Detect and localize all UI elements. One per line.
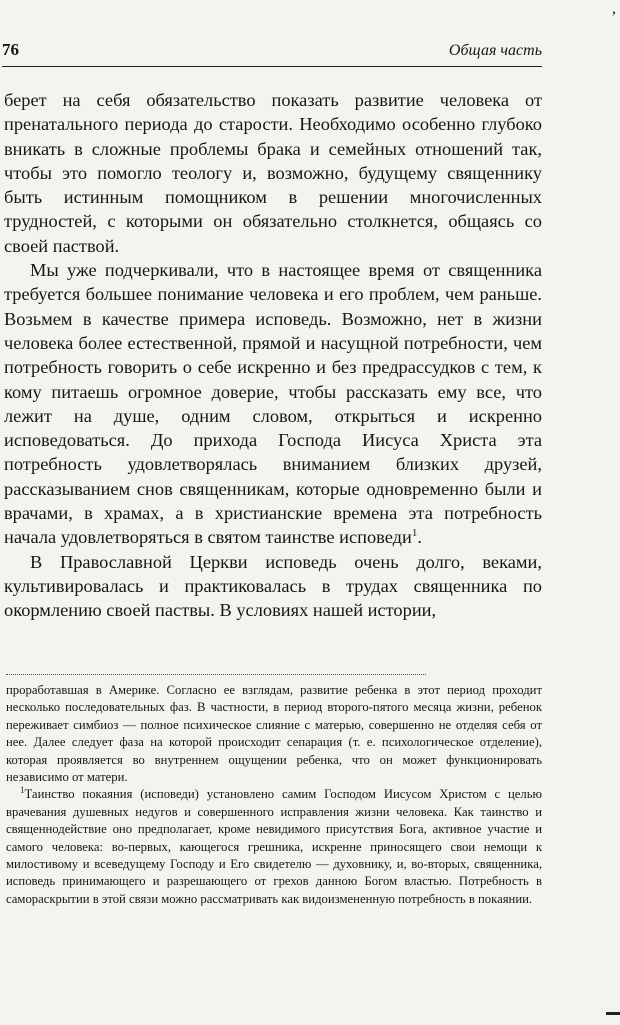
- footnote-continued: проработавшая в Америке. Согласно ее взглядам, развитие ребенка в этот период проходит несколько последовательных фаз. В частности, в период второго-пятого месяца жизни, ребенок переживает симбиоз — полное психическое слияние с матерью, совершенно не отделяя себя от нее. Далее следует фаза на которой происходит сепарация (т. е. психологическое отделение), которая проявляется во внутреннем ощущении ребенка, что он может функционировать независимо от матери.: [6, 683, 542, 785]
- footnote-1-number: 1: [20, 785, 25, 796]
- paragraph-3: В Православной Церкви исповедь очень долго, веками, культивировалась и практиковалась в трудах священника по окормлению своей паствы. В условиях нашей истории,: [4, 551, 542, 621]
- paragraph-1: берет на себя обязательство показать развитие человека от пренатального периода до старости. Необходимо особенно глубоко вникать в сложные проблемы брака и семейных отношений так, чтобы это помогло теологу и, возможно, будущему священнику быть истинным помощником в решении многочисленных трудностей, с которыми он обязательно столкнется, общаясь со своей паствой.: [4, 90, 542, 256]
- page-number: 76: [2, 40, 19, 59]
- footnote-1-text: Таинство покаяния (исповеди) установлено самим Господом Иисусом Христом с целью врачевания душевных недугов и совершенного исправления жизни человека. Как таинство и священнодействие оно предполагает, кроме невидимого присутствия Бога, активное участие и самого человека: во-первых, кающегося грешника, искренне приносящего свои немощи к милостивому и всеведущему Господу и Его свидетелю — духовнику, и, во-вторых, священника, исповедь принимающего и разрешающего от грехов данною Богом властью. Потребность в самораскрытии в этой связи можно рассматривать как видоизмененную потребность в покаянии.: [6, 787, 542, 906]
- footnote-separator: [6, 674, 426, 676]
- footnote-reference: 1: [411, 527, 418, 540]
- edge-mark: [606, 1012, 620, 1015]
- footnotes: [6, 682, 542, 908]
- footnote-1: [6, 786, 542, 908]
- paragraph-2: [4, 258, 542, 550]
- corner-mark: ,: [612, 0, 616, 17]
- running-title: Общая часть: [448, 42, 542, 59]
- main-text: [4, 88, 542, 623]
- paragraph-2-end: .: [417, 527, 422, 548]
- paragraph-2-text: Мы уже подчеркивали, что в настоящее время от священника требуется большее понимание человека и его проблем, чем раньше. Возьмем в качестве примера исповедь. Возможно, нет в жизни человека более естественной, прямой и насущной потребности, чем потребность говорить о себе искренно и без предрассудков с тем, к кому питаешь огромное доверие, чтобы рассказать ему все, что лежит на душе, одним словом, открыться и искренно исповедоваться. До прихода Господа Иисуса Христа эта потребность удовлетворялась вниманием близких друзей, рассказыванием снов священникам, которые одновременно были и врачами, в храмах, а в христианские времена эта потребность начала удовлетворяться в святом таинстве исповеди: [4, 260, 542, 548]
- header-rule: [2, 66, 542, 67]
